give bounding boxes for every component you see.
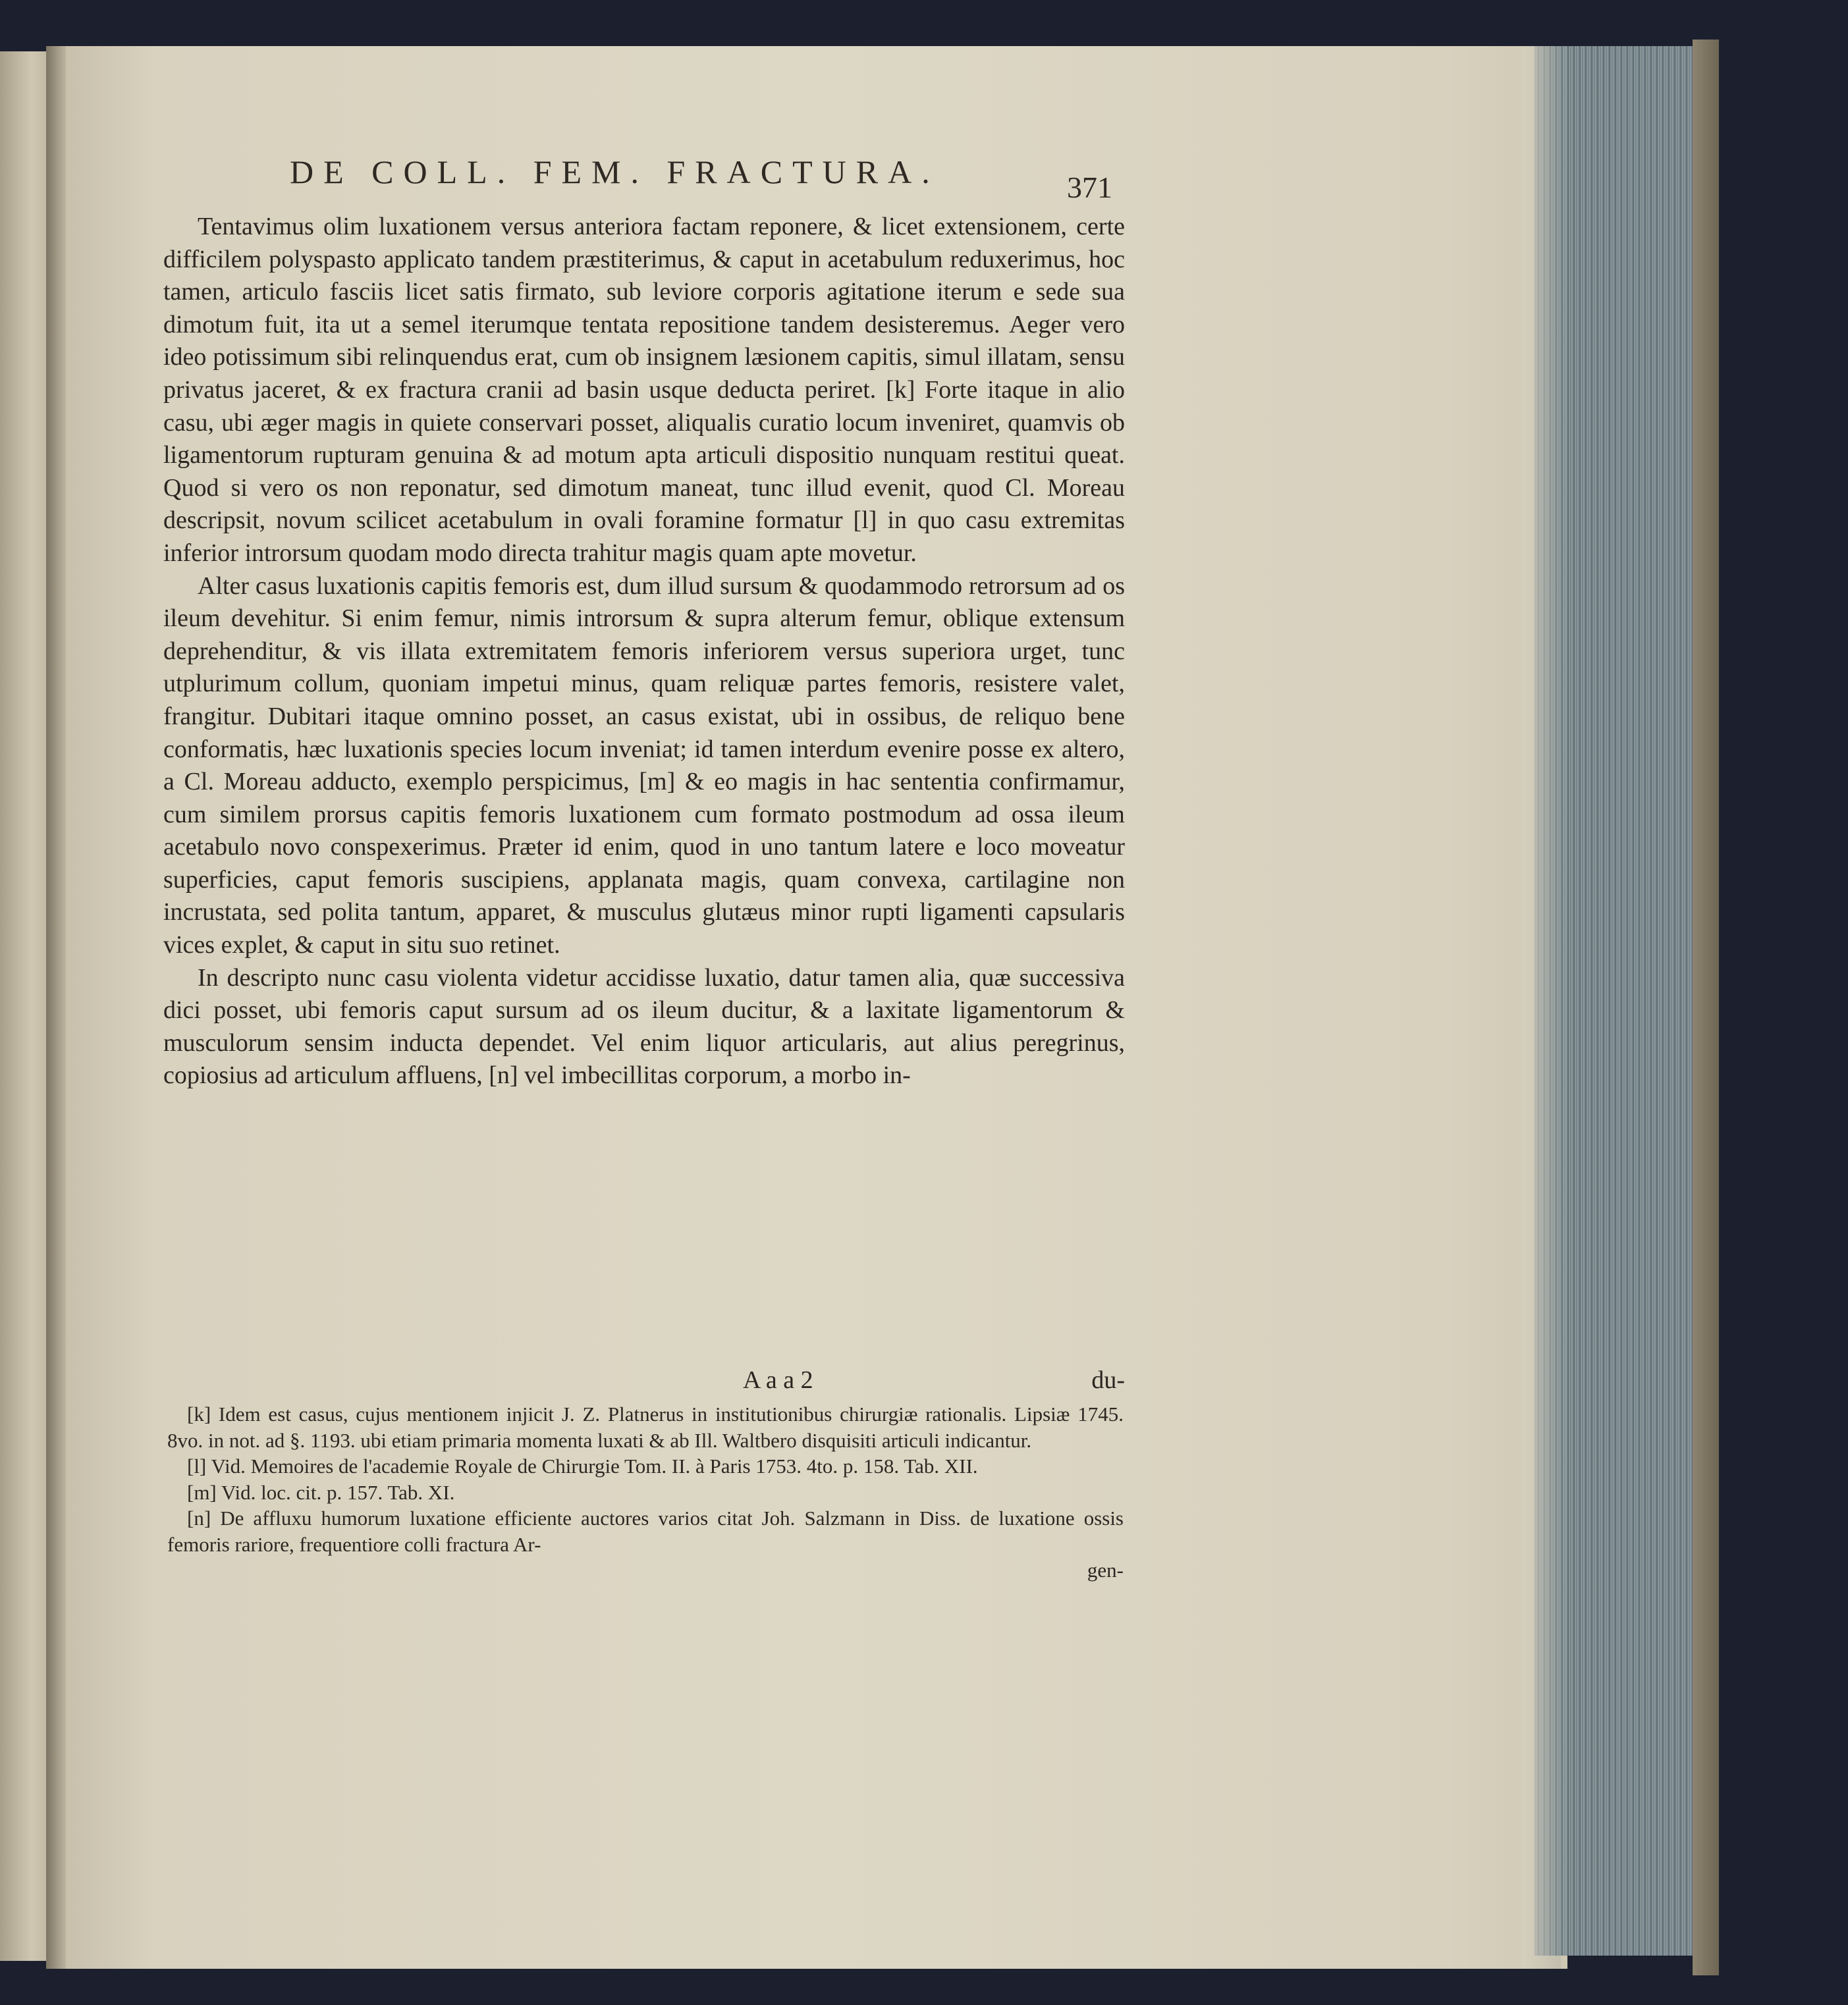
running-head: DE COLL. FEM. FRACTURA.: [290, 153, 940, 190]
footnote: [l] Vid. Memoires de l'academie Royale de Chirurgie Tom. II. à Paris 1753. 4to. p. 158. Tab. XII.: [187, 1455, 978, 1478]
page-number: 371: [1067, 171, 1112, 204]
page-edge-shadow: [1521, 46, 1561, 1969]
paragraph: In descripto nunc casu violenta videtur accidisse luxatio, datur tamen alia, quæ successiva dici posset, ubi femoris caput sursum ad os ileum ducitur, & a laxitate ligamentorum & musculorum sensim inducta dependet. Vel enim liquor articularis, aut alius peregrinus, copiosius ad articulum affluens, [n] vel imbecillitas corporum, a morbo in-: [163, 963, 1125, 1090]
footnote-catchword: gen-: [1087, 1559, 1124, 1582]
signature-mark: A a a 2: [743, 1366, 813, 1394]
book-cover-board: [1693, 40, 1719, 1975]
facing-page-edge: [0, 51, 53, 1961]
paragraph: Alter casus luxationis capitis femoris est, dum illud sursum & quodammodo retrorsum ad os ileum devehitur. Si enim femur, nimis introrsum & supra alterum femur, oblique extensum deprehenditur, & vis illata extremitatem femoris inferiorem versus superiora urget, tunc utplurimum collum, quoniam impetui minus, quam reliquæ partes femoris, resistere valet, frangitur. Dubitari itaque omnino posset, an casus existat, ubi in ossibus, de reliquo bene conformatis, hæc luxationis species locum inveniat; id tamen interdum evenire posse ex altero, a Cl. Moreau adducto, exemplo perspicimus, [m] & eo magis in hac sententia confirmamur, cum similem prorsus capitis femoris luxationem cum formato postmodum ad ossa ileum acetabulo novo conspexerimus. Præter id enim, quod in uno tantum latere e loco moveatur superficies, caput femoris suscipiens, applanata magis, quam convexa, cartilagine non incrustata, sed polita tantum, apparet, & musculus glutæus minor rupti ligamenti capsularis vices explet, & caput in situ suo retinet.: [163, 572, 1125, 959]
paragraph: Tentavimus olim luxationem versus anteriora factam reponere, & licet extensionem, certe difficilem polyspasto applicato tandem præstiterimus, & caput in acetabulum reduxerimus, hoc tamen, articulo fasciis licet satis firmato, sub leviore corporis agitatione iterum e sede sua dimotum fuit, ita ut a semel iterumque tentata repositione tandem desisteremus. Aeger vero ideo potissimum sibi relinquendus erat, cum ob insignem læsionem capitis, simul illatam, sensu privatus jaceret, & ex fractura cranii ad basin usque deducta periret. [k] Forte itaque in alio casu, ubi æger magis in quiete conservari posset, aliqualis curatio locum inveniret, quamvis ob ligamentorum rupturam genuina & ad motum apta articuli dispositio nunquam restitui queat. Quod si vero os non reponatur, sed dimotum maneat, tunc illud evenit, quod Cl. Moreau descripsit, novum scilicet acetabulum in ovali foramine formatur [l] in quo casu extremitas inferior introrsum quodam modo directa trahitur magis quam apte movetur.: [163, 213, 1125, 567]
main-text: [163, 211, 1125, 1092]
footnote: [k] Idem est casus, cujus mentionem injicit J. Z. Platnerus in institutionibus chirurgiæ rationalis. Lipsiæ 1745. 8vo. in not. ad §. 1193. ubi etiam primaria momenta luxati & ab Ill. Waltbero disquisiti articuli indicantur.: [167, 1403, 1124, 1452]
catchword: du-: [1091, 1366, 1125, 1394]
footnotes: [167, 1401, 1124, 1584]
footnote: [n] De affluxu humorum luxatione efficiente auctores varios citat Joh. Salzmann in Diss. de luxatione ossis femoris rariore, frequentiore colli fractura Ar-: [167, 1507, 1124, 1556]
signature-line: [743, 1366, 1125, 1399]
footnote: [m] Vid. loc. cit. p. 157. Tab. XI.: [187, 1480, 455, 1504]
